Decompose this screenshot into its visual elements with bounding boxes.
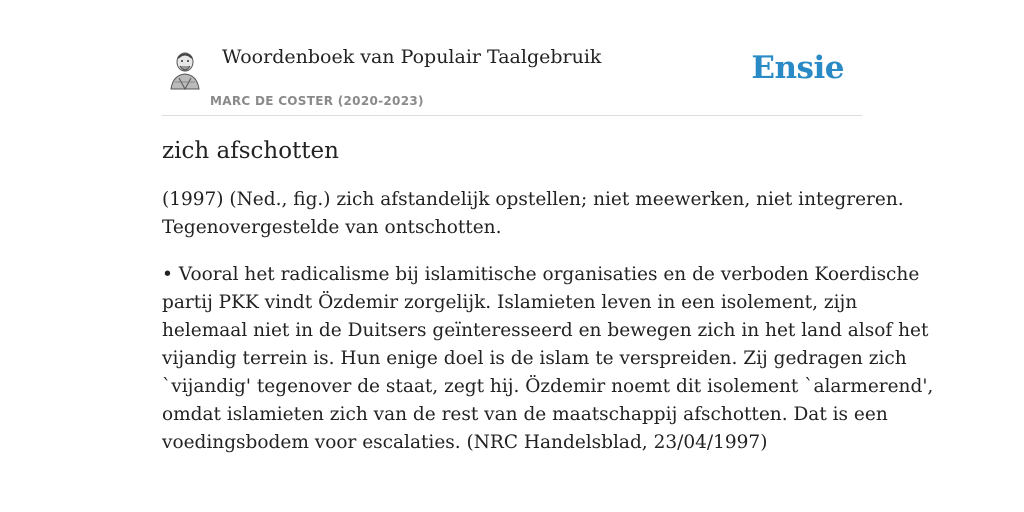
example-line: helemaal niet in de Duitsers geïnteresseerd en bewegen zich in het land alsof het — [162, 320, 929, 341]
ensie-logo-link[interactable]: Ensie — [751, 50, 844, 86]
example-line: vijandig terrein is. Hun enige doel is de islam te verspreiden. Zij gedragen zich — [162, 348, 907, 369]
dictionary-title: Woordenboek van Populair Taalgebruik — [222, 46, 602, 68]
page-header — [162, 40, 862, 116]
example-line: • Vooral het radicalisme bij islamitische organisaties en de verboden Koerdische — [162, 264, 920, 285]
dictionary-author: MARC DE COSTER (2020-2023) — [210, 94, 424, 108]
entry-title: zich afschotten — [162, 138, 339, 164]
definition-line: (1997) (Ned., fig.) zich afstandelijk opstellen; niet meewerken, niet integreren. — [162, 189, 904, 210]
entry-example-quote — [162, 261, 934, 457]
example-line: omdat islamieten zich van de rest van de maatschappij afschotten. Dat is een — [162, 404, 888, 425]
example-line: voedingsbodem voor escalaties. (NRC Handelsblad, 23/04/1997) — [162, 432, 768, 453]
example-line: `vijandig' tegenover de staat, zegt hij. Özdemir noemt dit isolement `alarmerend', — [162, 376, 934, 397]
entry-definition — [162, 186, 904, 242]
example-line: partij PKK vindt Özdemir zorgelijk. Islamieten leven in een isolement, zijn — [162, 292, 858, 313]
definition-line: Tegenovergestelde van ontschotten. — [162, 217, 502, 238]
author-portrait-icon — [168, 50, 202, 90]
entry-content — [162, 138, 934, 457]
